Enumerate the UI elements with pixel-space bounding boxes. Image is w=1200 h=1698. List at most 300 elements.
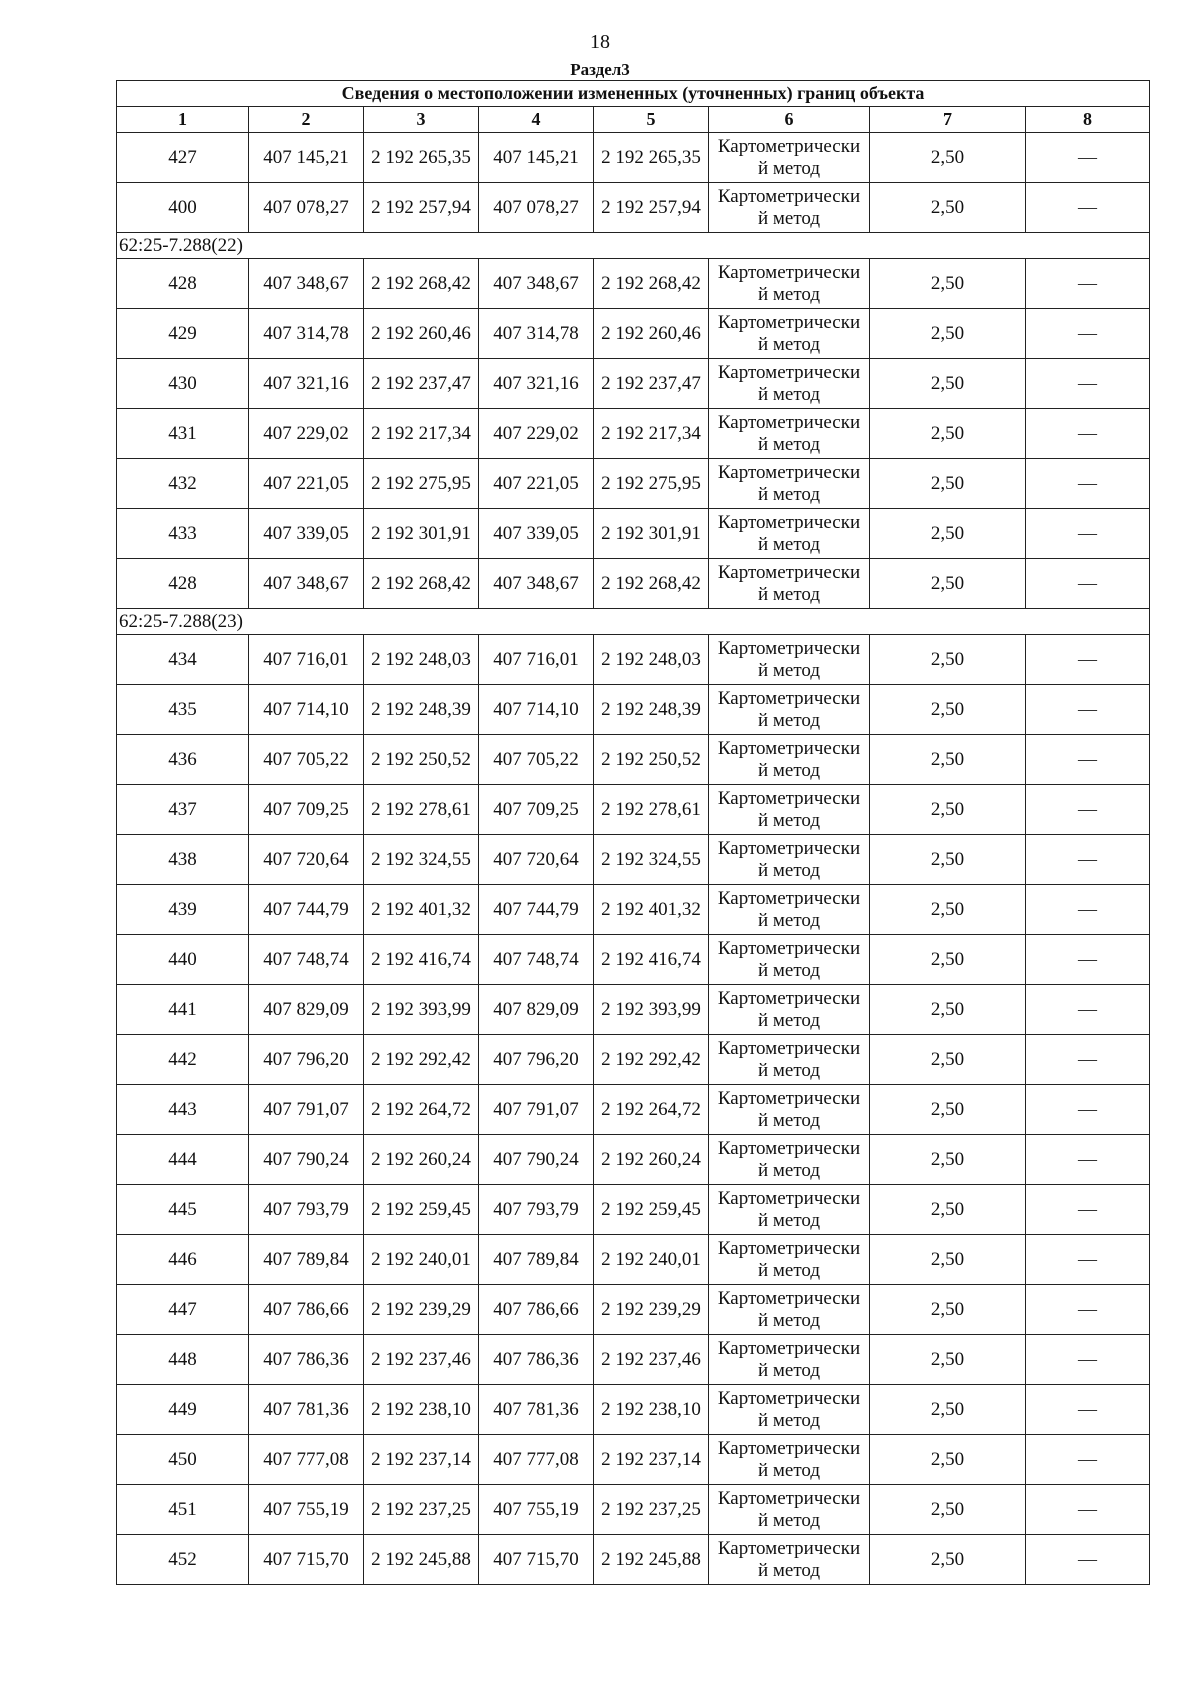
y-old-cell: 2 192 264,72	[364, 1085, 479, 1135]
table-row	[117, 1435, 1150, 1485]
x-new-cell: 407 791,07	[479, 1085, 594, 1135]
dash-cell: —	[1026, 1035, 1150, 1085]
method-line-2: й метод	[757, 1209, 821, 1231]
y-old-cell: 2 192 259,45	[364, 1185, 479, 1235]
x-new-cell: 407 348,67	[479, 259, 594, 309]
y-old-cell: 2 192 393,99	[364, 985, 479, 1035]
y-new-cell: 2 192 416,74	[594, 935, 709, 985]
x-new-cell: 407 145,21	[479, 133, 594, 183]
column-number: 4	[479, 107, 594, 133]
method-cell	[709, 1035, 870, 1085]
y-new-cell: 2 192 237,47	[594, 359, 709, 409]
x-new-cell: 407 221,05	[479, 459, 594, 509]
method-cell	[709, 1285, 870, 1335]
method-line-2: й метод	[757, 859, 821, 881]
method-cell	[709, 183, 870, 233]
method-line-1: Картометрически	[717, 561, 861, 583]
x-old-cell: 407 790,24	[249, 1135, 364, 1185]
group-header-row	[117, 609, 1150, 635]
y-new-cell: 2 192 268,42	[594, 259, 709, 309]
method-line-1: Картометрически	[717, 1487, 861, 1509]
method-line-2: й метод	[757, 1459, 821, 1481]
dash-cell: —	[1026, 559, 1150, 609]
dash-cell: —	[1026, 835, 1150, 885]
x-new-cell: 407 755,19	[479, 1485, 594, 1535]
y-new-cell: 2 192 278,61	[594, 785, 709, 835]
precision-cell: 2,50	[870, 785, 1026, 835]
x-old-cell: 407 744,79	[249, 885, 364, 935]
table-row	[117, 1385, 1150, 1435]
x-new-cell: 407 709,25	[479, 785, 594, 835]
method-cell	[709, 1235, 870, 1285]
x-old-cell: 407 755,19	[249, 1485, 364, 1535]
section-title: Раздел3	[570, 60, 630, 79]
y-new-cell: 2 192 245,88	[594, 1535, 709, 1585]
table-body	[117, 133, 1150, 1585]
x-old-cell: 407 796,20	[249, 1035, 364, 1085]
method-cell	[709, 133, 870, 183]
dash-cell: —	[1026, 183, 1150, 233]
dash-cell: —	[1026, 1135, 1150, 1185]
method-line-1: Картометрически	[717, 1037, 861, 1059]
table-row	[117, 885, 1150, 935]
y-old-cell: 2 192 416,74	[364, 935, 479, 985]
table-row	[117, 635, 1150, 685]
method-cell	[709, 559, 870, 609]
dash-cell: —	[1026, 1385, 1150, 1435]
table-caption-row	[117, 81, 1150, 107]
y-old-cell: 2 192 248,03	[364, 635, 479, 685]
method-line-1: Картометрически	[717, 261, 861, 283]
point-number-cell: 444	[117, 1135, 249, 1185]
method-cell	[709, 459, 870, 509]
y-new-cell: 2 192 265,35	[594, 133, 709, 183]
table-row	[117, 1135, 1150, 1185]
y-old-cell: 2 192 237,46	[364, 1335, 479, 1385]
x-old-cell: 407 793,79	[249, 1185, 364, 1235]
y-old-cell: 2 192 238,10	[364, 1385, 479, 1435]
precision-cell: 2,50	[870, 1235, 1026, 1285]
x-old-cell: 407 748,74	[249, 935, 364, 985]
method-line-1: Картометрически	[717, 311, 861, 333]
table-row	[117, 1535, 1150, 1585]
table-row	[117, 1035, 1150, 1085]
table-row	[117, 785, 1150, 835]
method-line-1: Картометрически	[717, 1337, 861, 1359]
y-old-cell: 2 192 260,46	[364, 309, 479, 359]
method-line-1: Картометрически	[717, 1537, 861, 1559]
x-old-cell: 407 348,67	[249, 559, 364, 609]
x-old-cell: 407 321,16	[249, 359, 364, 409]
dash-cell: —	[1026, 685, 1150, 735]
y-old-cell: 2 192 265,35	[364, 133, 479, 183]
dash-cell: —	[1026, 985, 1150, 1035]
point-number-cell: 452	[117, 1535, 249, 1585]
precision-cell: 2,50	[870, 885, 1026, 935]
column-number: 8	[1026, 107, 1150, 133]
dash-cell: —	[1026, 1535, 1150, 1585]
x-new-cell: 407 744,79	[479, 885, 594, 935]
precision-cell: 2,50	[870, 409, 1026, 459]
method-line-2: й метод	[757, 1359, 821, 1381]
precision-cell: 2,50	[870, 735, 1026, 785]
x-old-cell: 407 221,05	[249, 459, 364, 509]
y-new-cell: 2 192 393,99	[594, 985, 709, 1035]
method-cell	[709, 985, 870, 1035]
dash-cell: —	[1026, 1235, 1150, 1285]
table-row	[117, 459, 1150, 509]
x-old-cell: 407 714,10	[249, 685, 364, 735]
coordinates-table	[116, 80, 1150, 1585]
precision-cell: 2,50	[870, 359, 1026, 409]
method-line-2: й метод	[757, 1559, 821, 1581]
y-old-cell: 2 192 268,42	[364, 559, 479, 609]
method-line-2: й метод	[757, 659, 821, 681]
y-old-cell: 2 192 237,25	[364, 1485, 479, 1535]
dash-cell: —	[1026, 935, 1150, 985]
y-new-cell: 2 192 237,14	[594, 1435, 709, 1485]
group-title: 62:25-7.288(22)	[117, 233, 1150, 259]
column-number: 5	[594, 107, 709, 133]
precision-cell: 2,50	[870, 685, 1026, 735]
table-row	[117, 1185, 1150, 1235]
dash-cell: —	[1026, 259, 1150, 309]
x-new-cell: 407 720,64	[479, 835, 594, 885]
precision-cell: 2,50	[870, 183, 1026, 233]
y-new-cell: 2 192 239,29	[594, 1285, 709, 1335]
point-number-cell: 447	[117, 1285, 249, 1335]
y-old-cell: 2 192 237,47	[364, 359, 479, 409]
method-cell	[709, 309, 870, 359]
point-number-cell: 439	[117, 885, 249, 935]
table-row	[117, 133, 1150, 183]
x-new-cell: 407 789,84	[479, 1235, 594, 1285]
point-number-cell: 441	[117, 985, 249, 1035]
method-cell	[709, 685, 870, 735]
method-line-1: Картометрически	[717, 1137, 861, 1159]
y-new-cell: 2 192 217,34	[594, 409, 709, 459]
y-new-cell: 2 192 324,55	[594, 835, 709, 885]
table-row	[117, 259, 1150, 309]
point-number-cell: 437	[117, 785, 249, 835]
y-new-cell: 2 192 237,25	[594, 1485, 709, 1535]
table-row	[117, 1335, 1150, 1385]
method-line-2: й метод	[757, 1109, 821, 1131]
dash-cell: —	[1026, 1485, 1150, 1535]
method-line-1: Картометрически	[717, 987, 861, 1009]
method-line-2: й метод	[757, 759, 821, 781]
point-number-cell: 435	[117, 685, 249, 735]
y-new-cell: 2 192 250,52	[594, 735, 709, 785]
method-line-2: й метод	[757, 1509, 821, 1531]
y-old-cell: 2 192 248,39	[364, 685, 479, 735]
method-line-2: й метод	[757, 1309, 821, 1331]
y-old-cell: 2 192 275,95	[364, 459, 479, 509]
point-number-cell: 451	[117, 1485, 249, 1535]
group-header-row	[117, 233, 1150, 259]
x-new-cell: 407 321,16	[479, 359, 594, 409]
x-new-cell: 407 314,78	[479, 309, 594, 359]
table-caption: Сведения о местоположении измененных (уточненных) границ объекта	[117, 81, 1150, 107]
point-number-cell: 433	[117, 509, 249, 559]
method-line-1: Картометрически	[717, 1187, 861, 1209]
precision-cell: 2,50	[870, 1485, 1026, 1535]
point-number-cell: 434	[117, 635, 249, 685]
column-number: 1	[117, 107, 249, 133]
table-row	[117, 1235, 1150, 1285]
method-cell	[709, 785, 870, 835]
x-new-cell: 407 781,36	[479, 1385, 594, 1435]
method-line-2: й метод	[757, 207, 821, 229]
point-number-cell: 450	[117, 1435, 249, 1485]
dash-cell: —	[1026, 359, 1150, 409]
method-cell	[709, 1435, 870, 1485]
point-number-cell: 449	[117, 1385, 249, 1435]
x-new-cell: 407 786,66	[479, 1285, 594, 1335]
method-cell	[709, 259, 870, 309]
method-line-2: й метод	[757, 533, 821, 555]
method-cell	[709, 1085, 870, 1135]
y-old-cell: 2 192 260,24	[364, 1135, 479, 1185]
point-number-cell: 448	[117, 1335, 249, 1385]
x-old-cell: 407 078,27	[249, 183, 364, 233]
y-old-cell: 2 192 278,61	[364, 785, 479, 835]
method-line-2: й метод	[757, 283, 821, 305]
x-old-cell: 407 786,36	[249, 1335, 364, 1385]
column-number: 6	[709, 107, 870, 133]
method-line-1: Картометрически	[717, 1287, 861, 1309]
table-row	[117, 685, 1150, 735]
dash-cell: —	[1026, 409, 1150, 459]
y-new-cell: 2 192 401,32	[594, 885, 709, 935]
dash-cell: —	[1026, 785, 1150, 835]
dash-cell: —	[1026, 885, 1150, 935]
precision-cell: 2,50	[870, 1185, 1026, 1235]
y-new-cell: 2 192 257,94	[594, 183, 709, 233]
point-number-cell: 430	[117, 359, 249, 409]
table-row	[117, 183, 1150, 233]
method-cell	[709, 1485, 870, 1535]
x-old-cell: 407 777,08	[249, 1435, 364, 1485]
x-new-cell: 407 348,67	[479, 559, 594, 609]
method-cell	[709, 935, 870, 985]
method-line-2: й метод	[757, 709, 821, 731]
y-old-cell: 2 192 292,42	[364, 1035, 479, 1085]
precision-cell: 2,50	[870, 835, 1026, 885]
column-number: 7	[870, 107, 1026, 133]
method-cell	[709, 509, 870, 559]
precision-cell: 2,50	[870, 635, 1026, 685]
x-new-cell: 407 716,01	[479, 635, 594, 685]
y-old-cell: 2 192 239,29	[364, 1285, 479, 1335]
precision-cell: 2,50	[870, 133, 1026, 183]
point-number-cell: 428	[117, 259, 249, 309]
table-row	[117, 985, 1150, 1035]
y-old-cell: 2 192 301,91	[364, 509, 479, 559]
x-new-cell: 407 714,10	[479, 685, 594, 735]
method-line-1: Картометрически	[717, 185, 861, 207]
x-new-cell: 407 786,36	[479, 1335, 594, 1385]
dash-cell: —	[1026, 1285, 1150, 1335]
method-line-1: Картометрически	[717, 1437, 861, 1459]
point-number-cell: 438	[117, 835, 249, 885]
method-line-1: Картометрически	[717, 837, 861, 859]
precision-cell: 2,50	[870, 1285, 1026, 1335]
y-old-cell: 2 192 217,34	[364, 409, 479, 459]
x-new-cell: 407 339,05	[479, 509, 594, 559]
y-new-cell: 2 192 260,46	[594, 309, 709, 359]
table-row	[117, 309, 1150, 359]
method-line-2: й метод	[757, 383, 821, 405]
point-number-cell: 400	[117, 183, 249, 233]
x-old-cell: 407 720,64	[249, 835, 364, 885]
x-new-cell: 407 078,27	[479, 183, 594, 233]
dash-cell: —	[1026, 735, 1150, 785]
x-new-cell: 407 748,74	[479, 935, 594, 985]
y-new-cell: 2 192 248,39	[594, 685, 709, 735]
y-old-cell: 2 192 240,01	[364, 1235, 479, 1285]
y-old-cell: 2 192 268,42	[364, 259, 479, 309]
y-new-cell: 2 192 237,46	[594, 1335, 709, 1385]
precision-cell: 2,50	[870, 1385, 1026, 1435]
x-old-cell: 407 829,09	[249, 985, 364, 1035]
y-old-cell: 2 192 245,88	[364, 1535, 479, 1585]
point-number-cell: 429	[117, 309, 249, 359]
dash-cell: —	[1026, 1435, 1150, 1485]
method-line-2: й метод	[757, 1259, 821, 1281]
method-line-1: Картометрически	[717, 687, 861, 709]
method-line-1: Картометрически	[717, 1087, 861, 1109]
method-line-2: й метод	[757, 483, 821, 505]
column-number-row	[117, 107, 1150, 133]
table-row	[117, 935, 1150, 985]
precision-cell: 2,50	[870, 1435, 1026, 1485]
x-new-cell: 407 229,02	[479, 409, 594, 459]
point-number-cell: 428	[117, 559, 249, 609]
x-old-cell: 407 715,70	[249, 1535, 364, 1585]
x-new-cell: 407 777,08	[479, 1435, 594, 1485]
method-cell	[709, 1535, 870, 1585]
method-line-1: Картометрически	[717, 887, 861, 909]
x-new-cell: 407 705,22	[479, 735, 594, 785]
x-old-cell: 407 348,67	[249, 259, 364, 309]
point-number-cell: 442	[117, 1035, 249, 1085]
method-line-2: й метод	[757, 1159, 821, 1181]
dash-cell: —	[1026, 133, 1150, 183]
precision-cell: 2,50	[870, 559, 1026, 609]
precision-cell: 2,50	[870, 985, 1026, 1035]
dash-cell: —	[1026, 309, 1150, 359]
method-line-1: Картометрически	[717, 937, 861, 959]
column-number: 2	[249, 107, 364, 133]
method-line-2: й метод	[757, 1059, 821, 1081]
precision-cell: 2,50	[870, 459, 1026, 509]
dash-cell: —	[1026, 1085, 1150, 1135]
y-new-cell: 2 192 260,24	[594, 1135, 709, 1185]
column-number: 3	[364, 107, 479, 133]
precision-cell: 2,50	[870, 1335, 1026, 1385]
y-new-cell: 2 192 264,72	[594, 1085, 709, 1135]
x-new-cell: 407 790,24	[479, 1135, 594, 1185]
y-new-cell: 2 192 292,42	[594, 1035, 709, 1085]
point-number-cell: 440	[117, 935, 249, 985]
x-old-cell: 407 145,21	[249, 133, 364, 183]
x-old-cell: 407 716,01	[249, 635, 364, 685]
x-old-cell: 407 791,07	[249, 1085, 364, 1135]
method-line-2: й метод	[757, 333, 821, 355]
x-old-cell: 407 339,05	[249, 509, 364, 559]
method-line-1: Картометрически	[717, 361, 861, 383]
point-number-cell: 445	[117, 1185, 249, 1235]
method-line-2: й метод	[757, 157, 821, 179]
precision-cell: 2,50	[870, 309, 1026, 359]
page-number: 18	[590, 31, 610, 53]
y-new-cell: 2 192 240,01	[594, 1235, 709, 1285]
method-line-1: Картометрически	[717, 637, 861, 659]
table-row	[117, 835, 1150, 885]
y-new-cell: 2 192 259,45	[594, 1185, 709, 1235]
table-row	[117, 409, 1150, 459]
method-line-2: й метод	[757, 583, 821, 605]
table-row	[117, 509, 1150, 559]
y-new-cell: 2 192 275,95	[594, 459, 709, 509]
precision-cell: 2,50	[870, 509, 1026, 559]
y-old-cell: 2 192 401,32	[364, 885, 479, 935]
method-cell	[709, 1185, 870, 1235]
table-row	[117, 559, 1150, 609]
point-number-cell: 432	[117, 459, 249, 509]
y-old-cell: 2 192 237,14	[364, 1435, 479, 1485]
precision-cell: 2,50	[870, 1135, 1026, 1185]
point-number-cell: 443	[117, 1085, 249, 1135]
x-new-cell: 407 829,09	[479, 985, 594, 1035]
table-row	[117, 1285, 1150, 1335]
method-cell	[709, 1385, 870, 1435]
dash-cell: —	[1026, 635, 1150, 685]
method-line-1: Картометрически	[717, 461, 861, 483]
table-row	[117, 735, 1150, 785]
x-new-cell: 407 793,79	[479, 1185, 594, 1235]
group-title: 62:25-7.288(23)	[117, 609, 1150, 635]
method-line-2: й метод	[757, 959, 821, 981]
method-cell	[709, 635, 870, 685]
method-line-1: Картометрически	[717, 1237, 861, 1259]
method-cell	[709, 359, 870, 409]
x-old-cell: 407 229,02	[249, 409, 364, 459]
table-row	[117, 1485, 1150, 1535]
table-row	[117, 359, 1150, 409]
method-line-1: Картометрически	[717, 737, 861, 759]
y-new-cell: 2 192 248,03	[594, 635, 709, 685]
precision-cell: 2,50	[870, 935, 1026, 985]
dash-cell: —	[1026, 509, 1150, 559]
x-new-cell: 407 715,70	[479, 1535, 594, 1585]
x-old-cell: 407 781,36	[249, 1385, 364, 1435]
point-number-cell: 436	[117, 735, 249, 785]
method-line-1: Картометрически	[717, 511, 861, 533]
method-line-2: й метод	[757, 1009, 821, 1031]
precision-cell: 2,50	[870, 259, 1026, 309]
method-line-2: й метод	[757, 909, 821, 931]
y-new-cell: 2 192 301,91	[594, 509, 709, 559]
x-old-cell: 407 705,22	[249, 735, 364, 785]
method-line-1: Картометрически	[717, 411, 861, 433]
x-old-cell: 407 709,25	[249, 785, 364, 835]
precision-cell: 2,50	[870, 1535, 1026, 1585]
precision-cell: 2,50	[870, 1035, 1026, 1085]
y-new-cell: 2 192 268,42	[594, 559, 709, 609]
method-line-1: Картометрически	[717, 1387, 861, 1409]
